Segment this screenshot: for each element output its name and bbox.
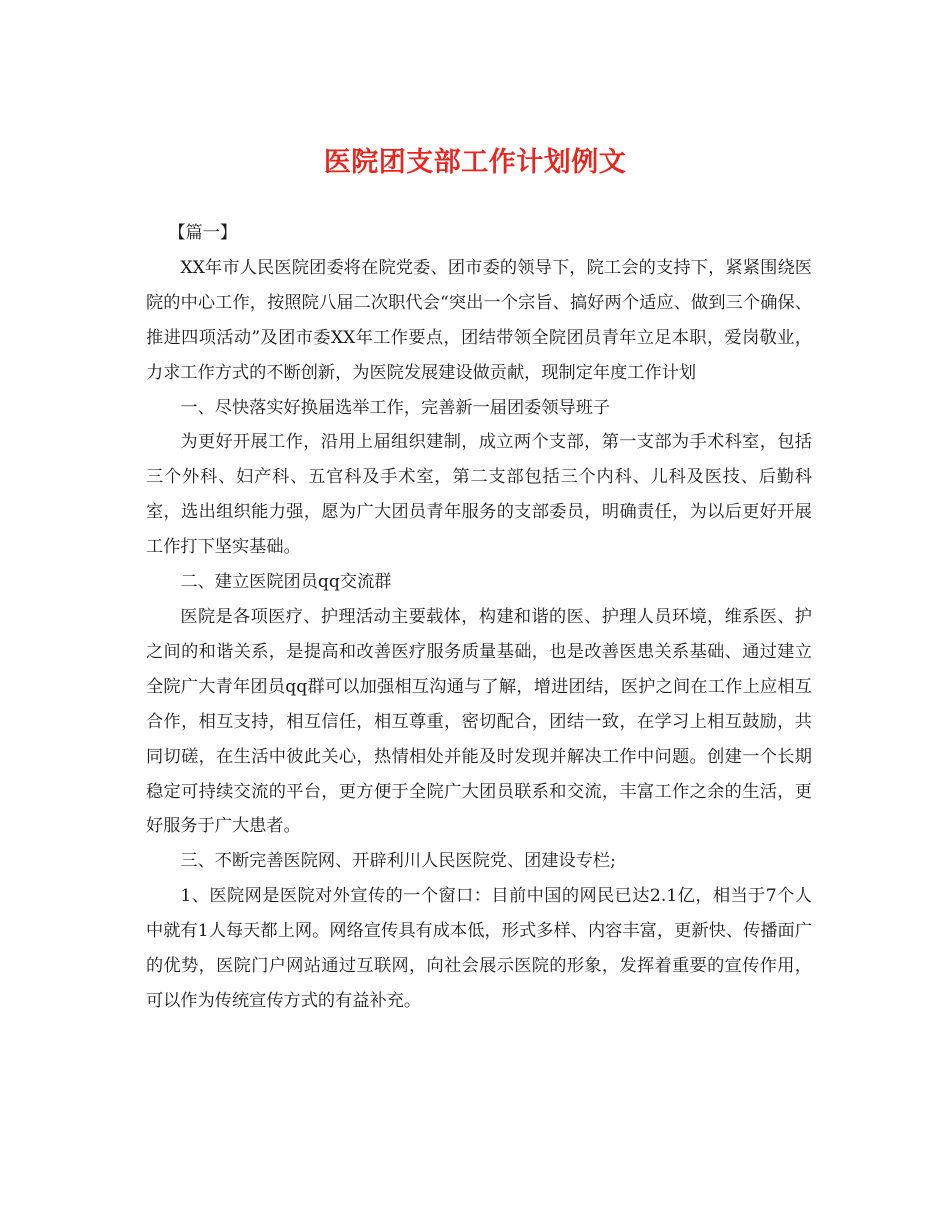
heading-section-two: 二、建立医院团员qq交流群: [180, 572, 392, 593]
heading-section-one: 一、尽快落实好换届选举工作，完善新一届团委领导班子: [180, 397, 611, 418]
paragraph-section-three-item-one: 1、医院网是医院对外宣传的一个窗口：目前中国的网民已达2.1亿，相当于7个人中就有1人每天都上网。网络宣传具有成本低，形式多样、内容丰富，更新快、传播面广的优势，医院门户网站通过互联网，向社会展示医院的形象，发挥着重要的宣传作用，可以作为传统宣传方式的有益补充。: [146, 886, 812, 1011]
heading-section-three: 三、不断完善医院网、开辟利川人民医院党、团建设专栏;: [180, 851, 616, 872]
paragraph-intro: XX年市人民医院团委将在院党委、团市委的领导下，院工会的支持下，紧紧围绕医院的中心工作，按照院八届二次职代会“突出一个宗旨、搞好两个适应、做到三个确保、推进四项活动”及团市委XX年工作要点，团结带领全院团员青年立足本职，爱岗敬业，力求工作方式的不断创新，为医院发展建设做贡献，现制定年度工作计划: [146, 257, 812, 383]
paragraph-section-two: 医院是各项医疗、护理活动主要载体，构建和谐的医、护理人员环境，维系医、护之间的和谐关系，是提高和改善医疗服务质量基础，也是改善医患关系基础、通过建立全院广大青年团员qq群可以加强相互沟通与了解，增进团结，医护之间在工作上应相互合作，相互支持，相互信任，相互尊重，密切配合，团结一致，在学习上相互鼓励，共同切磋，在生活中彼此关心，热情相处并能及时发现并解决工作中问题。创建一个长期稳定可持续交流的平台，更方便于全院广大团员联系和交流，丰富工作之余的生活，更好服务于广大患者。: [146, 606, 812, 837]
paragraph-section-one: 为更好开展工作，沿用上届组织建制，成立两个支部，第一支部为手术科室，包括三个外科、妇产科、五官科及手术室，第二支部包括三个内科、儿科及医技、后勤科室，选出组织能力强，愿为广大团员青年服务的支部委员，明确责任，为以后更好开展工作打下坚实基础。: [146, 432, 812, 558]
section-tag: 【篇一】: [168, 223, 238, 243]
document-body: [146, 216, 812, 1019]
document-title: 医院团支部工作计划例文: [323, 147, 627, 178]
